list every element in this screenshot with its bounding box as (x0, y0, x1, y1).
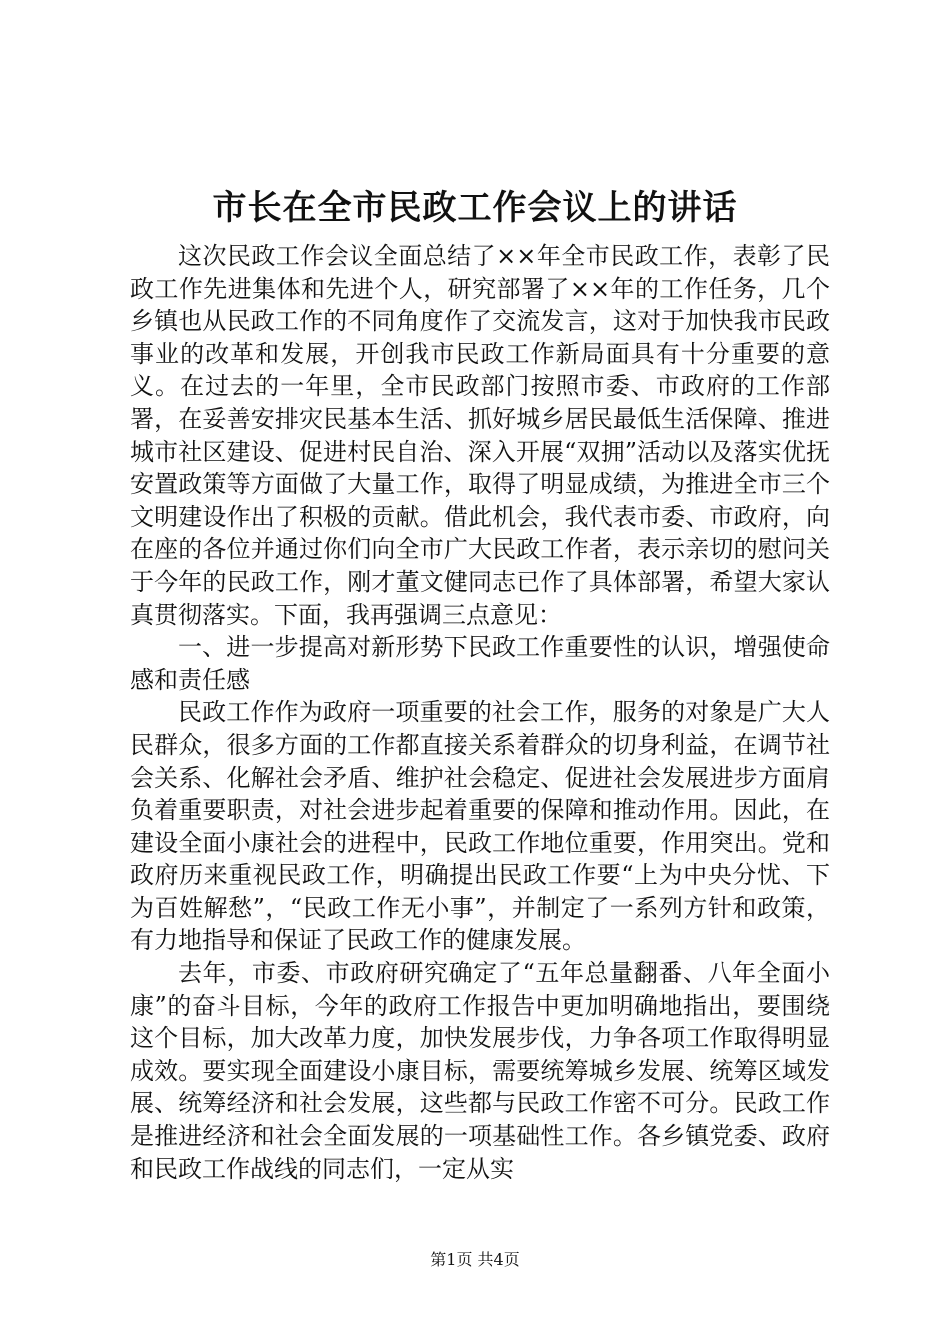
document-body (130, 240, 830, 1185)
document-title: 市长在全市民政工作会议上的讲话 (212, 188, 738, 228)
paragraph-intro: 这次民政工作会议全面总结了××年全市民政工作，表彰了民政工作先进集体和先进个人，研究部署了××年的工作任务，几个乡镇也从民政工作的不同角度作了交流发言，这对于加快我市民政事业的改革和发展，开创我市民政工作新局面具有十分重要的意义。在过去的一年里，全市民政部门按照市委、市政府的工作部署，在妥善安排灾民基本生活、抓好城乡居民最低生活保障、推进城市社区建设、促进村民自治、深入开展“双拥”活动以及落实优抚安置政策等方面做了大量工作，取得了明显成绩，为推进全市三个文明建设作出了积极的贡献。借此机会，我代表市委、市政府，向在座的各位并通过你们向全市广大民政工作者，表示亲切的慰问关于今年的民政工作，刚才董文健同志已作了具体部署，希望大家认真贯彻落实。下面，我再强调三点意见： (130, 242, 830, 629)
paragraph-role-of-civil-affairs: 民政工作作为政府一项重要的社会工作，服务的对象是广大人民群众，很多方面的工作都直接关系着群众的切身利益，在调节社会关系、化解社会矛盾、维护社会稳定、促进社会发展进步方面肩负着重要职责，对社会进步起着重要的保障和推动作用。因此，在建设全面小康社会的进程中，民政工作地位重要，作用突出。党和政府历来重视民政工作，明确提出民政工作要“上为中央分忧、下为百姓解愁”，“民政工作无小事”，并制定了一系列方针和政策，有力地指导和保证了民政工作的健康发展。 (130, 698, 830, 955)
paragraph-goals: 去年，市委、市政府研究确定了“五年总量翻番、八年全面小康”的奋斗目标，今年的政府工作报告中更加明确地指出，要围绕这个目标，加大改革力度，加快发展步伐，力争各项工作取得明显成效。要实现全面建设小康目标，需要统筹城乡发展、统筹区域发展、统筹经济和社会发展，这些都与民政工作密不可分。民政工作是推进经济和社会全面发展的一项基础性工作。各乡镇党委、政府和民政工作战线的同志们，一定从实 (130, 959, 830, 1183)
section-heading-1: 一、进一步提高对新形势下民政工作重要性的认识，增强使命感和责任感 (130, 633, 830, 694)
page-number-footer: 第1页 共4页 (430, 1250, 520, 1269)
